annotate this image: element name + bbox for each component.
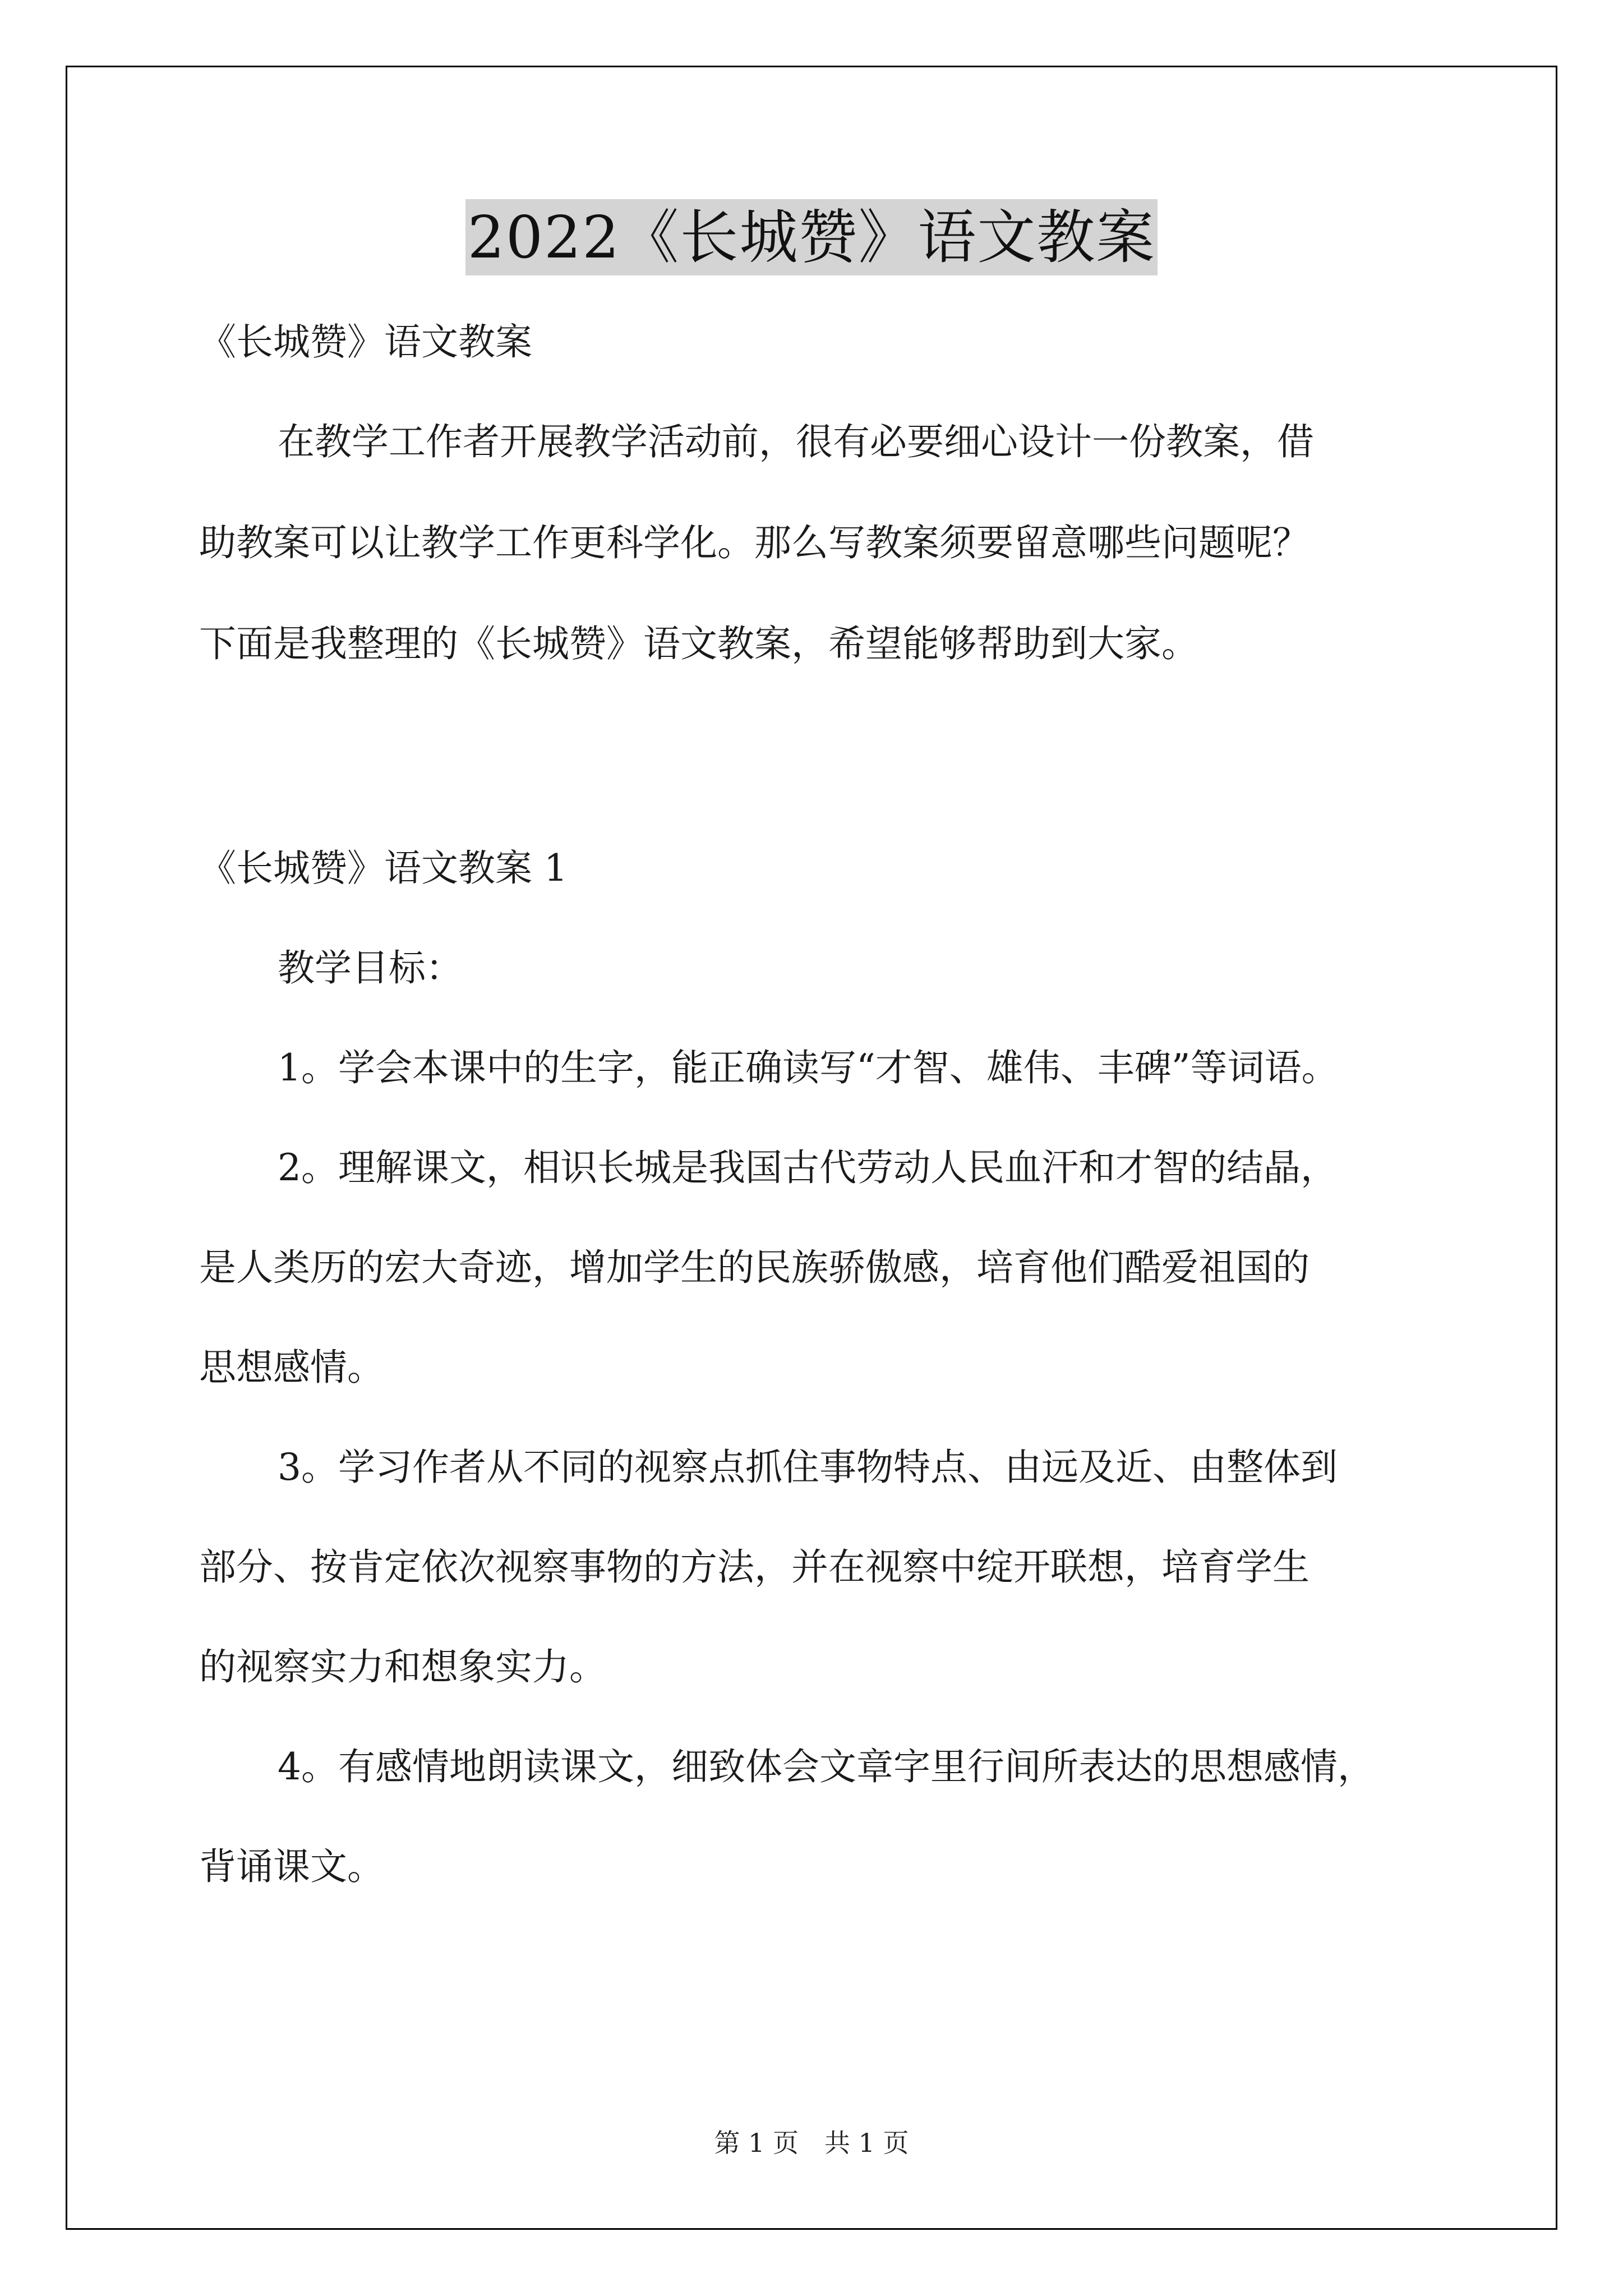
objective-2-line-1: 2。理解课文，相识长城是我国古代劳动人民血汗和才智的结晶， — [278, 1146, 1338, 1189]
objectives-label: 教学目标： — [278, 946, 463, 990]
intro-line-3: 下面是我整理的《长城赞》语文教案，希望能够帮助到大家。 — [199, 622, 1198, 665]
document-body — [199, 314, 1427, 1895]
objective-3-line-1: 3。学习作者从不同的视察点抓住事物特点、由远及近、由整体到 — [278, 1446, 1338, 1489]
objective-1-line-1: 1。学会本课中的生字，能正确读写“才智、雄伟、丰碑”等词语。 — [278, 1046, 1339, 1089]
objective-3-line-3: 的视察实力和想象实力。 — [199, 1645, 606, 1688]
intro-line-2: 助教案可以让教学工作更科学化。那么写教案须要留意哪些问题呢？ — [199, 521, 1310, 564]
objective-4-line-2: 背诵课文。 — [199, 1845, 384, 1888]
page-footer: 第 1 页 共 1 页 — [714, 2128, 909, 2158]
document-title — [0, 199, 1623, 278]
section-heading: 《长城赞》语文教案 1 — [199, 846, 568, 890]
objective-3-line-2: 部分、按肯定依次视察事物的方法，并在视察中绽开联想，培育学生 — [199, 1545, 1310, 1589]
objective-2-line-3: 思想感情。 — [199, 1346, 384, 1389]
objective-2-line-2: 是人类历的宏大奇迹，增加学生的民族骄傲感，培育他们酷爱祖国的 — [199, 1246, 1310, 1289]
intro-line-1: 在教学工作者开展教学活动前，很有必要细心设计一份教案，借 — [278, 420, 1314, 463]
objective-4-line-1: 4。有感情地朗读课文，细致体会文章字里行间所表达的思想感情， — [278, 1745, 1375, 1788]
subtitle: 《长城赞》语文教案 — [199, 320, 532, 364]
document-title-text: 2022《长城赞》语文教案 — [465, 199, 1158, 275]
